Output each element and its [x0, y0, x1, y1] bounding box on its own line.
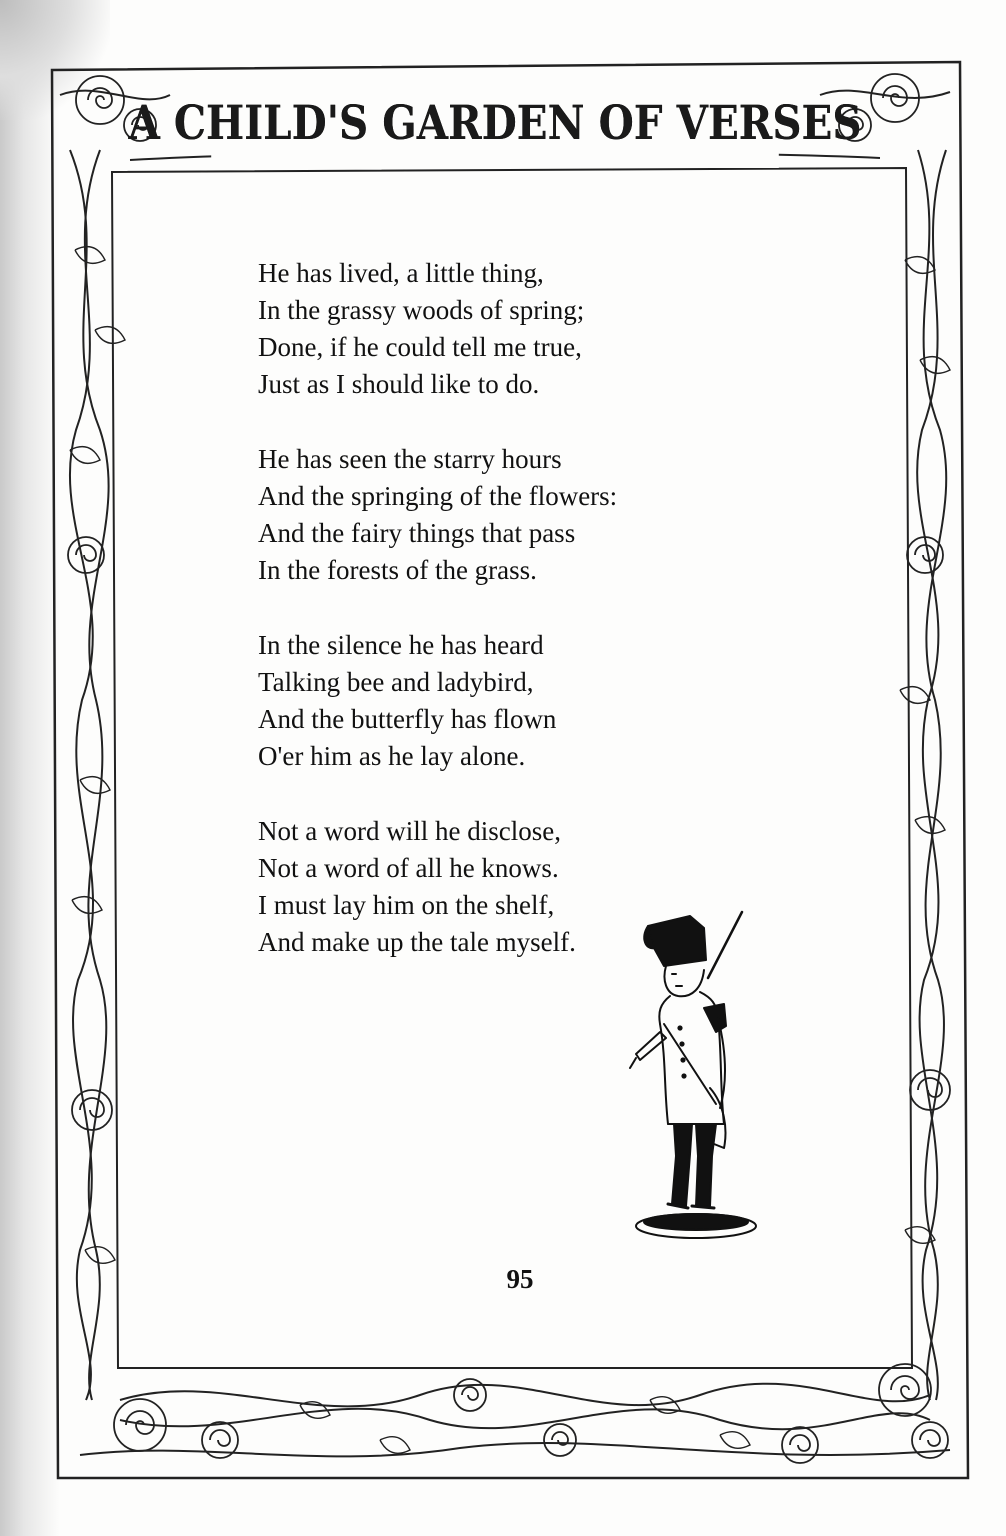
- poem-line: In the grassy woods of spring;: [258, 295, 585, 325]
- poem-line: Not a word of all he knows.: [258, 853, 559, 883]
- poem-line: He has lived, a little thing,: [258, 258, 544, 288]
- poem-line: In the silence he has heard: [258, 630, 544, 660]
- toy-soldier-icon: [620, 908, 760, 1244]
- poem-body: [258, 255, 698, 999]
- poem-line: O'er him as he lay alone.: [258, 741, 526, 771]
- page-header-title: A CHILD'S GARDEN OF VERSES: [211, 78, 779, 168]
- poem-line: And the butterfly has flown: [258, 704, 557, 734]
- poem-line: Not a word will he disclose,: [258, 816, 561, 846]
- stanza: [258, 441, 698, 589]
- poem-line: Talking bee and ladybird,: [258, 667, 534, 697]
- poem-line: Just as I should like to do.: [258, 369, 540, 399]
- poem-line: And make up the tale myself.: [258, 927, 576, 957]
- poem-line: In the forests of the grass.: [258, 555, 537, 585]
- poem-line: And the springing of the flowers:: [258, 481, 618, 511]
- poem-line: Done, if he could tell me true,: [258, 332, 582, 362]
- stanza: [258, 255, 698, 403]
- stanza: [258, 627, 698, 775]
- poem-line: He has seen the starry hours: [258, 444, 562, 474]
- page-number: 95: [506, 1264, 534, 1294]
- poem-line: And the fairy things that pass: [258, 518, 576, 548]
- poem-line: I must lay him on the shelf,: [258, 890, 555, 920]
